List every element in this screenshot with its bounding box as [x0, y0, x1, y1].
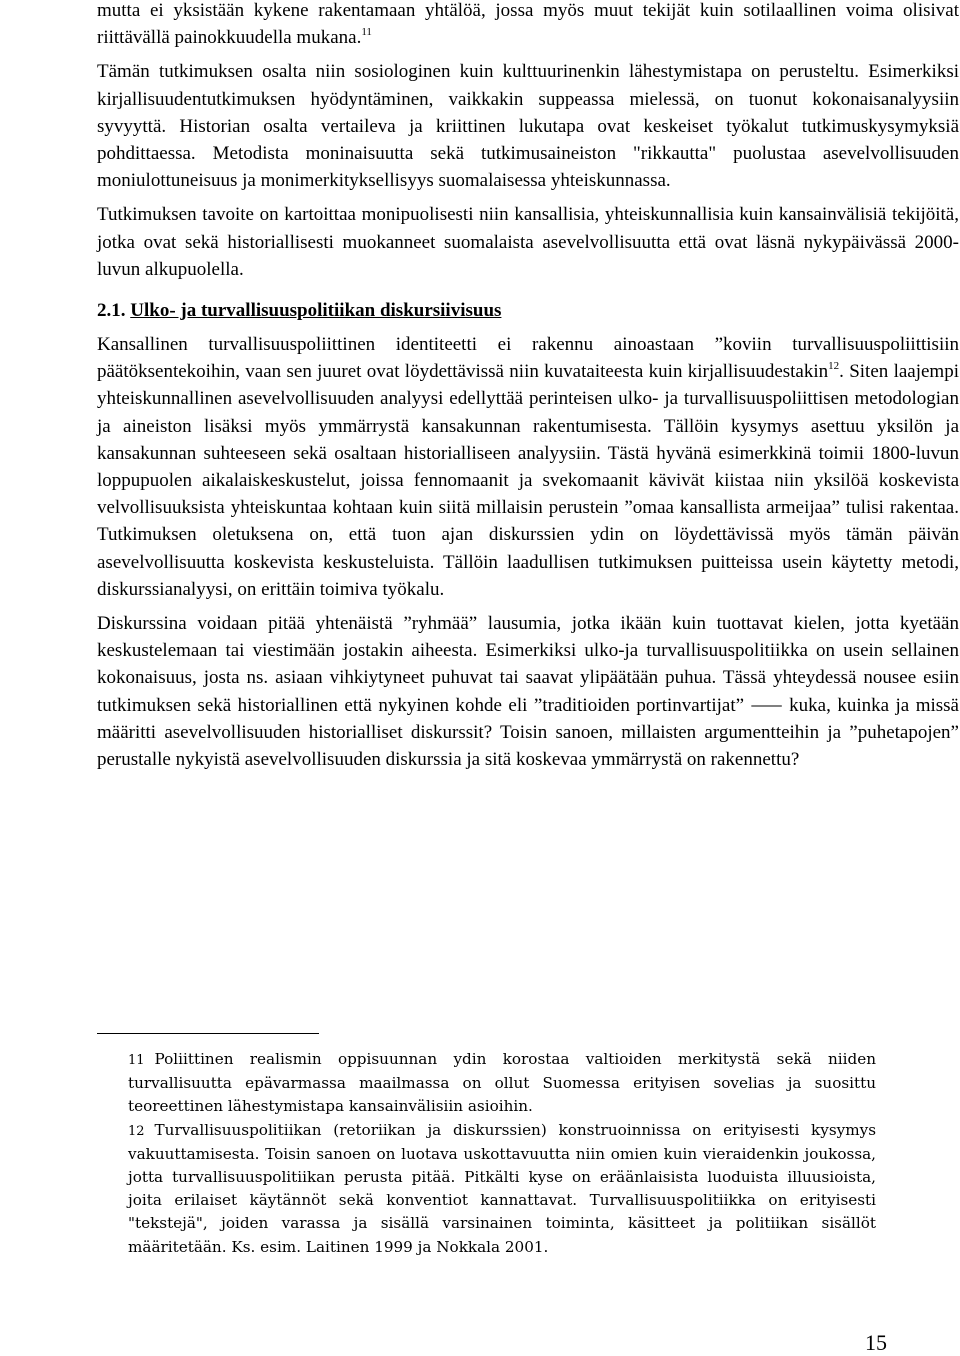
footnote-12 — [128, 1119, 876, 1259]
footnote-number: 11 — [128, 1053, 145, 1068]
paragraph-5: Diskurssina voidaan pitää yhtenäistä ”ryhmää” lausumia, jotka ikään kuin tuottavat kielen, jotta kyetään keskustelemaan tai viestimään jostakin aiheesta. Esimerkiksi ulko-ja turvallisuuspolitiikka on usein sellainen kokonaisuus, josta ns. asiaan vihkiytyneet puhuvat tai saavat ylipäätään puhua. Tässä yhteydessä nousee esiin tutkimuksen sekä historiallinen että nykyinen kohde eli ”traditioiden portinvartijat” ⸺ kuka, kuinka ja missä määritti asevelvollisuuden historialliset diskurssit? Toisin sanoen, millaisten argumentteihin ja ”puhetapojen” perustalle nykyistä asevelvollisuuden diskurssia ja sitä koskevaa ymmärrystä on rakennettu? — [97, 613, 959, 771]
footnotes — [128, 1048, 876, 1259]
page-body — [97, 0, 959, 773]
footnote-ref-12[interactable]: 12 — [828, 360, 840, 373]
footnote-ref-11[interactable]: 11 — [361, 26, 372, 39]
paragraph-4-text-b: . Siten laajempi yhteiskunnallinen asevelvollisuuden analyysi edellyttää perinteisen ulko- ja turvallisuuspoliittisen metodologian ja aineiston lisäksi myös ymmärrystä kansakunnan rakentumisesta. Tällöin kysymys asettuu yksilön ja kansakunnan suhteeseen sekä osaltaan historialliseen analyysiin. Tästä hyvänä esimerkkinä toimii 1800-luvun loppupuolen aikalaiskeskustelut, joissa fennomaanit ja svekomaanit kävivät kiistaa niin yksilöä koskevista velvollisuuksista yhteiskuntaa kohtaan kuin siitä millaisin perustein ”omaa kansallista armeijaa” tulisi rakentaa. Tutkimuksen oletuksena on, että tuon ajan diskurssien ydin on löydettävissä myös tämän päivän asevelvollisuutta koskevista keskusteluista. Tällöin laadullisen tutkimuksen puitteissa usein käytetty metodi, diskurssianalyysi, on erittäin toimiva työkalu. — [97, 361, 959, 600]
footnote-11 — [128, 1048, 876, 1119]
footnote-text: Poliittinen realismin oppisuunnan ydin korostaa valtioiden merkitystä sekä niiden turvallisuutta epävarmassa maailmassa on ollut Suomessa erityisen sovelias ja suosittu teoreettinen lähestymistapa kansainvälisiin asioihin. — [128, 1050, 876, 1116]
section-number: 2.1. — [97, 300, 126, 322]
paragraph-4-text-a: Kansallinen turvallisuuspoliittinen identiteetti ei rakennu ainoastaan ”koviin turvallisuuspoliittisiin päätöksentekoihin, vaan sen juuret ovat löydettävissä niin kuvataiteesta kuin kirjallisuudestakin — [97, 334, 959, 383]
paragraph-4 — [97, 331, 959, 603]
footnote-divider — [97, 1033, 319, 1034]
section-title: Ulko- ja turvallisuuspolitiikan diskursiivisuus — [130, 300, 502, 322]
page-number: 15 — [865, 1330, 887, 1355]
paragraph-3: Tutkimuksen tavoite on kartoittaa monipuolisesti niin kansallisia, yhteiskunnallisia kuin kansainvälisiä tekijöitä, jotka ovat sekä historiallisesti muokanneet suomalaista asevelvollisuutta että ovat läsnä nykypäivässä 2000-luvun alkupuolella. — [97, 204, 959, 280]
paragraph-2: Tämän tutkimuksen osalta niin sosiologinen kuin kulttuurinenkin lähestymistapa on perusteltu. Esimerkiksi kirjallisuudentutkimuksen hyödyntäminen, vaikkakin suppeassa mielessä, on tuonut kokonaisanalyysiin syvyyttä. Historian osalta vertaileva ja kriittinen lukutapa ovat keskeiset työkalut tutkimuskysymyksiä pohdittaessa. Metodista moninaisuutta sekä tutkimusaineiston "rikkautta" puolustaa asevelvollisuuden moniulottuneisuus ja monimerkityksellisyys suomalaisessa yhteiskunnassa. — [97, 61, 959, 192]
paragraph-1-text: mutta ei yksistään kykene rakentamaan yhtälöä, jossa myös muut tekijät kuin sotilaallinen voima olisivat riittävällä painokkuudella mukana. — [97, 0, 959, 49]
paragraph-1 — [97, 0, 959, 51]
footnote-number: 12 — [128, 1123, 145, 1139]
footnote-text: Turvallisuuspolitiikan (retoriikan ja diskurssien) konstruoinnissa on erityisesti kysymys vakuuttamisesta. Toisin sanoen on luotava uskottavuutta niin omien kuin vieraidenkin joukossa, jotta turvallisuuspolitiikan perusta pitää. Pitkälti kyse on eräänlaisista luoduista illuusioista, joita erilaiset käytännöt sekä konventiot kannattavat. Turvallisuuspolitiikka on erityisesti "tekstejä", joiden varassa ja sisällä varsinainen toiminta, käsitteet ja politiikan sisällöt määritetään. Ks. esim. Laitinen 1999 ja Nokkala 2001. — [128, 1120, 876, 1256]
section-heading — [97, 297, 959, 324]
